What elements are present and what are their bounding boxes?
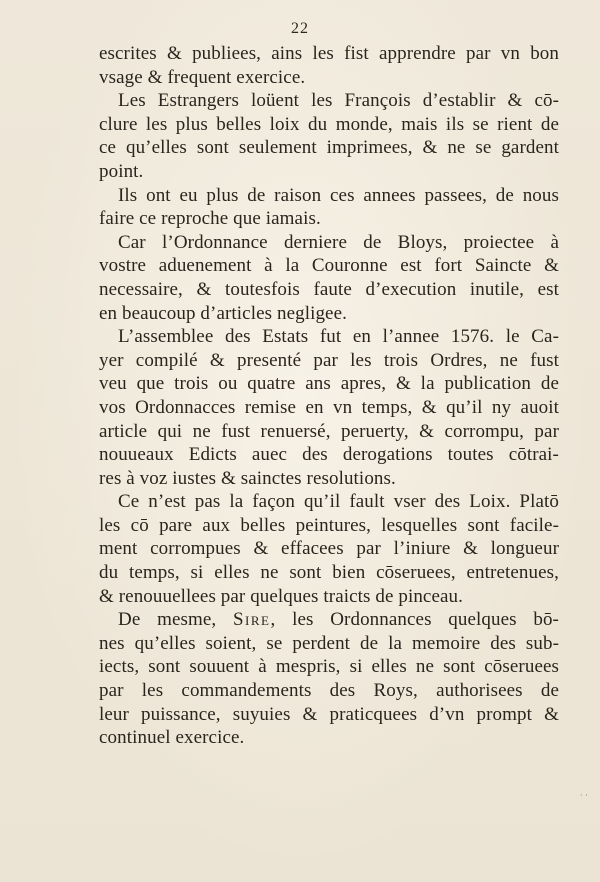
text-line: res à voz iustes & sainctes resolutions. <box>99 467 396 489</box>
text-line: yer compilé & presenté par les trois Ordres, ne fust <box>99 349 559 371</box>
text-line: leur puissance, suyuies & praticquees d’vn prompt & <box>99 703 559 725</box>
paragraph-start-line: Les Estrangers loüent les François d’establir & cō- <box>118 90 559 112</box>
text-line: nouueaux Edicts auec des derogations toutes cōtrai- <box>99 444 559 466</box>
text-line: les cō pare aux belles peintures, lesquelles sont facile- <box>99 514 559 536</box>
text-line: veu que trois ou quatre ans apres, & la publication de <box>99 373 559 395</box>
text-line: vos Ordonnacces remise en vn temps, & qu’il ny auoit <box>99 396 559 418</box>
text-line: vostre aduenement à la Couronne est fort Saincte & <box>99 255 559 277</box>
text-line: vsage & frequent exercice. <box>99 66 306 88</box>
text-line: & renouuellees par quelques traicts de pinceau. <box>99 585 463 607</box>
paragraph-start-line: L’assemblee des Estats fut en l’annee 1576. le Ca- <box>118 326 559 348</box>
text-fragment: , les Ordonnances quelques bō- <box>270 609 559 631</box>
text-line: iects, sont souuent à mespris, si elles ne sont cōseruees <box>99 656 559 678</box>
text-fragment: De mesme, <box>118 609 233 631</box>
text-line: en beaucoup d’articles negligee. <box>99 302 347 324</box>
paragraph-start-line: Ils ont eu plus de raison ces annees passees, de nous <box>118 184 559 206</box>
body-text <box>99 42 559 750</box>
paragraph-start-line: Car l’Ordonnance derniere de Bloys, proiectee à <box>118 231 559 253</box>
text-line: du temps, si elles ne sont bien cōseruees, entretenues, <box>99 562 559 584</box>
text-line: ment corrompues & effacees par l’iniure & longueur <box>99 538 559 560</box>
text-line: necessaire, & toutesfois faute d’execution inutile, est <box>99 278 559 300</box>
paragraph-start-line <box>99 608 559 632</box>
text-line: article qui ne fust renuersé, peruerty, & corrompu, par <box>99 420 559 442</box>
margin-marks: · · <box>579 790 588 800</box>
text-line: ce qu’elles sont seulement imprimees, & ne se gardent <box>99 137 559 159</box>
sire-small-caps: Sire <box>232 609 271 631</box>
text-line: par les commandements des Roys, authorisees de <box>99 680 559 702</box>
paragraph-start-line: Ce n’est pas la façon qu’il fault vser des Loix. Platō <box>118 491 559 513</box>
page-number: 22 <box>291 20 309 37</box>
text-line: continuel exercice. <box>99 727 245 749</box>
text-line: escrites & publiees, ains les fist apprendre par vn bon <box>99 43 559 64</box>
text-line: faire ce reproche que iamais. <box>99 208 321 230</box>
text-line: clure les plus belles loix du monde, mais ils se rient de <box>99 113 559 135</box>
text-line: nes qu’elles soient, se perdent de la memoire des sub- <box>99 632 559 654</box>
text-line: point. <box>99 160 144 182</box>
